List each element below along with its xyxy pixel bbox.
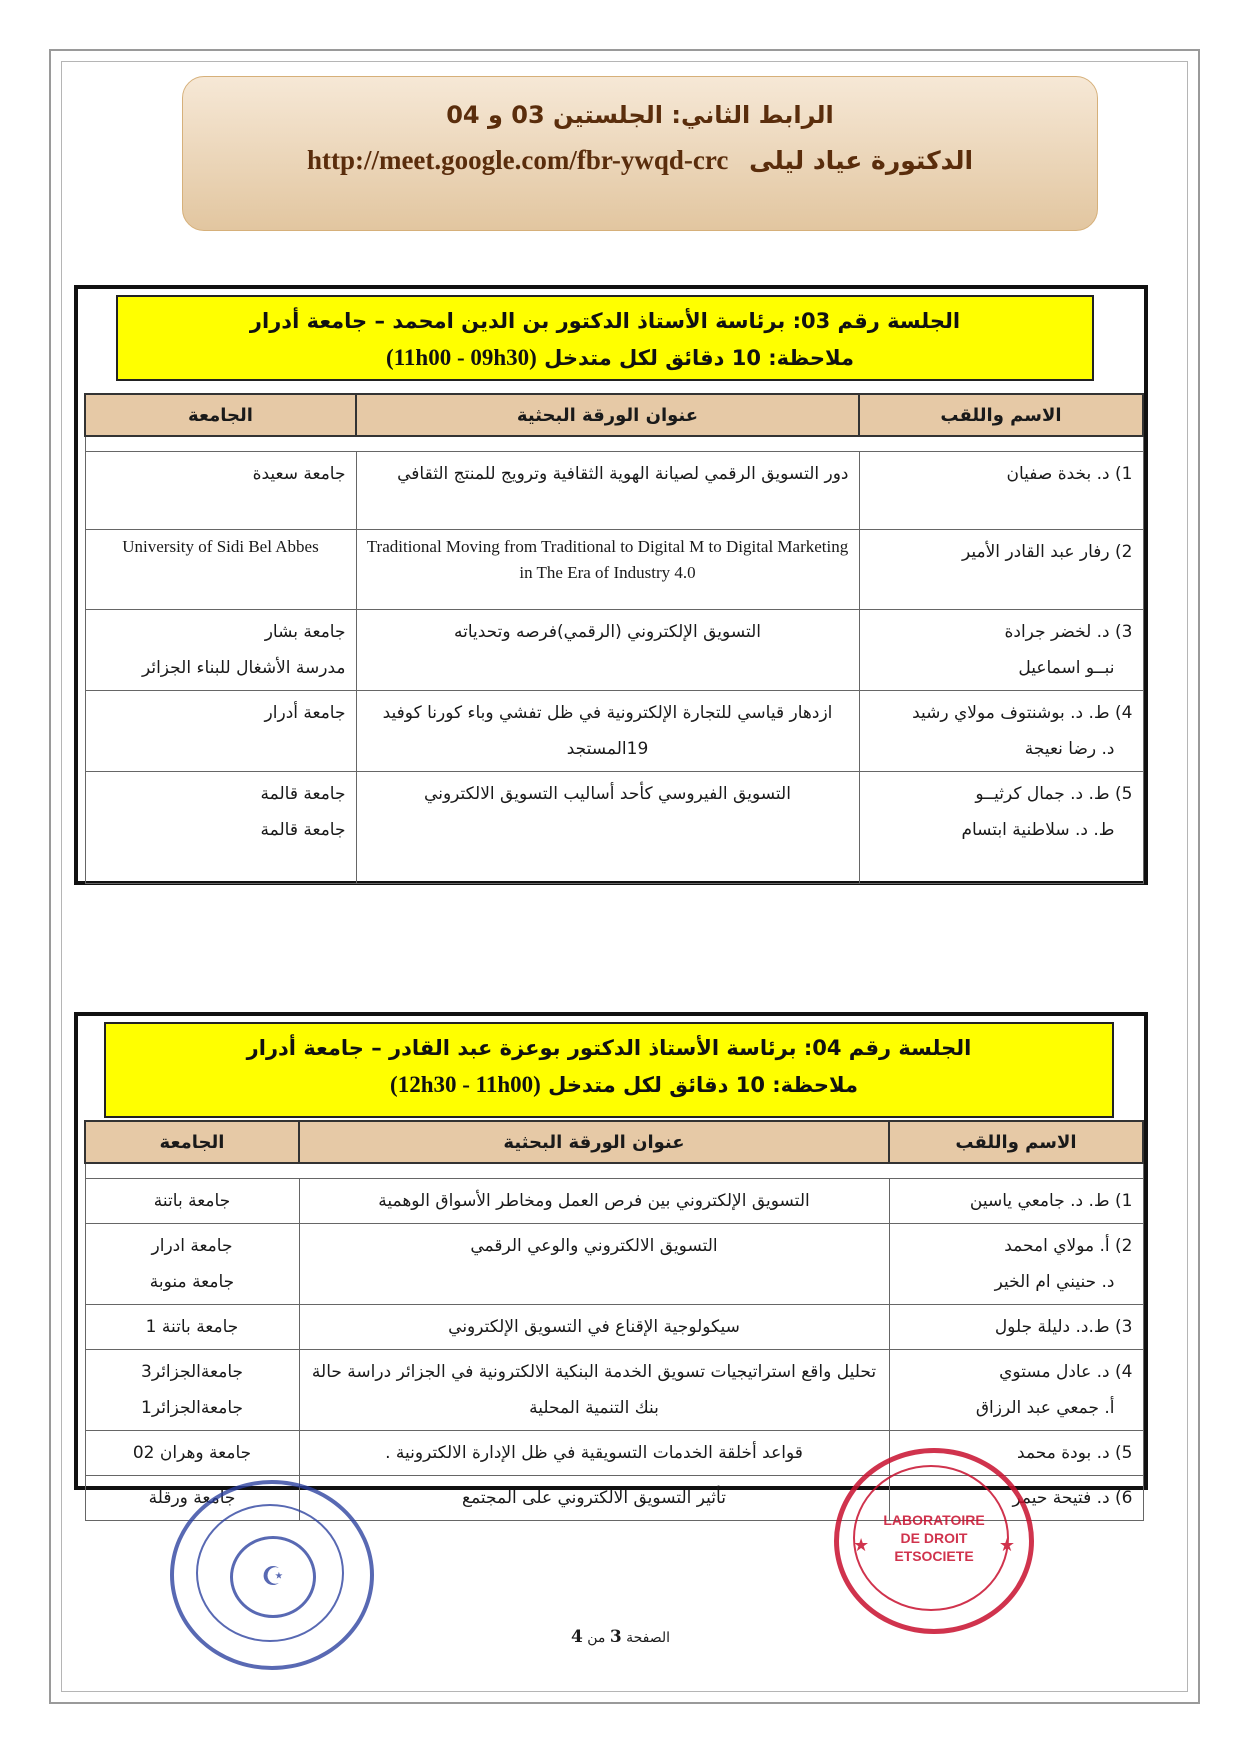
participant-name: 4) د. عادل مستوي أ. جمعي عبد الرزاق (889, 1350, 1143, 1431)
paper-title: Traditional Moving from Traditional to Digital M to Digital Marketing in The Era of Industry 4.0 (356, 530, 859, 610)
session-04-title-band (104, 1022, 1114, 1118)
session-04-title: الجلسة رقم 04: برئاسة الأستاذ الدكتور بوعزة عبد القادر – جامعة أدرار (246, 1036, 972, 1060)
participant-name: 5) ط. د. جمال كرثيــو ط. د. سلاطنية ابتسام (859, 772, 1143, 884)
col-header-title: عنوان الورقة البحثية (299, 1121, 889, 1163)
participant-name: 4) ط. د. بوشنتوف مولاي رشيد د. رضا نعيجة (859, 691, 1143, 772)
university: جامعةالجزائر3 جامعةالجزائر1 (85, 1350, 299, 1431)
table-row (85, 772, 1143, 884)
university: جامعة ادرار جامعة منوبة (85, 1224, 299, 1305)
moderator-name: الدكتورة عياد ليلى (749, 146, 974, 175)
participant-name: 2) رفار عبد القادر الأمير (859, 530, 1143, 610)
red-lab-stamp (834, 1448, 1034, 1634)
university: جامعة وهران 02 (85, 1431, 299, 1476)
paper-title: دور التسويق الرقمي لصيانة الهوية الثقافية وترويج للمنتج الثقافي (356, 452, 859, 530)
table-row (85, 1224, 1143, 1305)
star-crescent-icon: ☪ (230, 1536, 316, 1618)
link-header-title: الرابط الثاني: الجلستين 03 و 04 (446, 101, 834, 129)
paper-title: تحليل واقع استراتيجيات تسويق الخدمة البنكية الالكترونية في الجزائر دراسة حالة بنك التنمية المحلية (299, 1350, 889, 1431)
university: جامعة ورقلة (85, 1476, 299, 1521)
table-row (85, 1350, 1143, 1431)
participant-name: 2) أ. مولاي امحمد د. حنيني ام الخير (889, 1224, 1143, 1305)
table-row (85, 691, 1143, 772)
university: جامعة أدرار (85, 691, 356, 772)
session-03-time: (11h00 - 09h30) (386, 345, 537, 370)
red-stamp-text: LABORATOIRE DE DROIT ETSOCIETE (883, 1512, 985, 1564)
page-footer: الصفحة 3 من 4 (570, 1627, 671, 1647)
col-header-title: عنوان الورقة البحثية (356, 394, 859, 436)
session-04-box (74, 1012, 1148, 1508)
participant-name: 6) د. فتيحة حيمر (889, 1476, 1143, 1521)
paper-title: التسويق الإلكتروني (الرقمي)فرصه وتحدياته (356, 610, 859, 691)
session-04-time: (12h30 - 11h00) (390, 1072, 541, 1097)
session-03-title: الجلسة رقم 03: برئاسة الأستاذ الدكتور بن الدين امحمد – جامعة أدرار (249, 309, 961, 333)
session-03-box (74, 285, 1148, 885)
participant-name: 5) د. بودة محمد (889, 1431, 1143, 1476)
session-04-note: ملاحظة: 10 دقائق لكل متدخل (548, 1073, 858, 1097)
university: University of Sidi Bel Abbes (85, 530, 356, 610)
session-03-table (84, 393, 1144, 884)
paper-title: ازدهار قياسي للتجارة الإلكترونية في ظل تفشي وباء كورنا كوفيد 19المستجد (356, 691, 859, 772)
col-header-university: الجامعة (85, 1121, 299, 1163)
paper-title: سيكولوجية الإقناع في التسويق الإلكتروني (299, 1305, 889, 1350)
paper-title: التسويق الالكتروني والوعي الرقمي (299, 1224, 889, 1305)
university: جامعة بشار مدرسة الأشغال للبناء الجزائر (85, 610, 356, 691)
table-row (85, 1179, 1143, 1224)
col-header-name: الاسم واللقب (889, 1121, 1143, 1163)
participant-name: 1) ط. د. جامعي ياسين (889, 1179, 1143, 1224)
table-row (85, 610, 1143, 691)
col-header-name: الاسم واللقب (859, 394, 1143, 436)
col-header-university: الجامعة (85, 394, 356, 436)
paper-title: تأثير التسويق الالكتروني على المجتمع (299, 1476, 889, 1521)
paper-title: التسويق الإلكتروني بين فرص العمل ومخاطر الأسواق الوهمية (299, 1179, 889, 1224)
participant-name: 3) ط.د. دليلة جلول (889, 1305, 1143, 1350)
paper-title: التسويق الفيروسي كأحد أساليب التسويق الالكتروني (356, 772, 859, 884)
university: جامعة باتنة (85, 1179, 299, 1224)
university: جامعة سعيدة (85, 452, 356, 530)
paper-title: قواعد أخلقة الخدمات التسويقية في ظل الإدارة الالكترونية . (299, 1431, 889, 1476)
link-header-line (183, 145, 1097, 176)
university: جامعة قالمة جامعة قالمة (85, 772, 356, 884)
star-icon: ★ (998, 1535, 1015, 1556)
university: جامعة باتنة 1 (85, 1305, 299, 1350)
session-03-title-band (116, 295, 1094, 381)
participant-name: 1) د. بخدة صفيان (859, 452, 1143, 530)
table-row (85, 452, 1143, 530)
link-header-box (182, 76, 1098, 231)
meet-link[interactable]: http://meet.google.com/fbr-ywqd-crc (306, 145, 729, 175)
session-03-note: ملاحظة: 10 دقائق لكل متدخل (544, 346, 854, 370)
table-row (85, 1305, 1143, 1350)
participant-name: 3) د. لخضر جرادة نبــو اسماعيل (859, 610, 1143, 691)
star-icon: ★ (853, 1535, 870, 1556)
table-row (85, 530, 1143, 610)
